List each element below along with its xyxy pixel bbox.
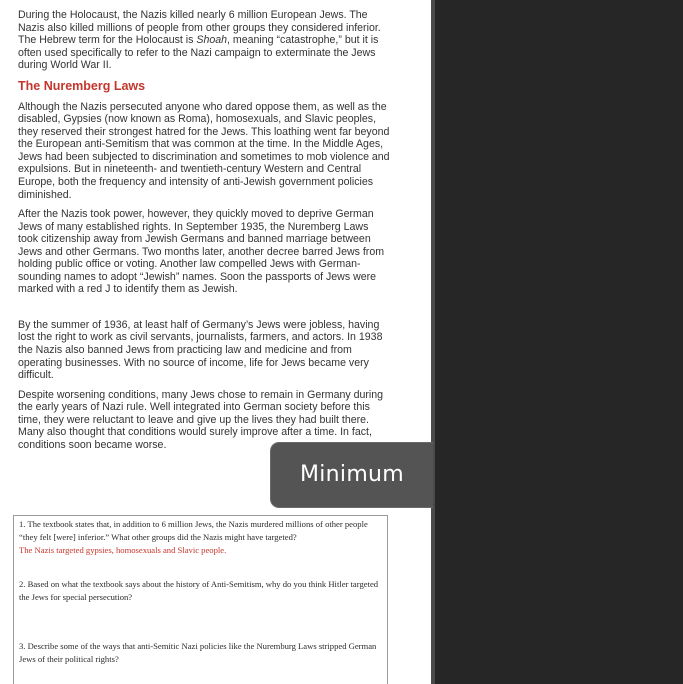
question-1-text: 1. The textbook states that, in addition to 6 million Jews, the Nazis murdered millions of other people “they felt [were] inferior.” What other groups did the Nazis might have targeted? bbox=[19, 519, 368, 542]
intro-paragraph bbox=[18, 9, 390, 72]
paragraph-nuremberg-laws: After the Nazis took power, however, they quickly moved to deprive German Jews of many established rights. In September 1935, the Nuremberg Laws took citizenship away from Jewish Germans and banned marriage between Jews and other Germans. Two months later, another decree barred Jews from holding public office or voting. Another law compelled Jews with German-sounding names to adopt “Jewish” names. Soon the passports of Jews were marked with a red J to identify them as Jewish. bbox=[18, 208, 385, 296]
worksheet-questions bbox=[13, 515, 388, 684]
section-heading: The Nuremberg Laws bbox=[18, 78, 146, 93]
dark-side-panel bbox=[435, 0, 683, 684]
question-3-text: 3. Describe some of the ways that anti-Semitic Nazi policies like the Nuremburg Laws stripped German Jews of their political rights? bbox=[19, 641, 377, 664]
shoah-term: Shoah bbox=[196, 34, 228, 47]
paragraph-remaining: Despite worsening conditions, many Jews chose to remain in Germany during the early years of Nazi rule. Well integrated into German society before this time, they were reluctant to leave and give up the lives they had built there. Many also thought that conditions would surely improve after a time. In fact, conditions soon became worse. bbox=[18, 388, 384, 451]
minimum-button[interactable]: Minimum bbox=[270, 442, 433, 508]
question-3 bbox=[19, 640, 385, 666]
paragraph-gap bbox=[18, 303, 390, 319]
textbook-excerpt bbox=[18, 9, 390, 458]
question-2-text: 2. Based on what the textbook says about the history of Anti-Semitism, why do you think Hitler targeted the Jews for special persecution? bbox=[19, 579, 379, 602]
paragraph-joblessness: By the summer of 1936, at least half of Germany’s Jews were jobless, having lost the right to work as civil servants, journalists, farmers, and actors. In 1938 the Nazis also banned Jews from practicing law and medicine and from operating businesses. With no source of income, life for Jews became very difficult. bbox=[18, 318, 383, 382]
intro-text: During the Holocaust, the Nazis killed nearly 6 million European Jews. The Nazis also killed millions of people from other groups they considered inferior. The Hebrew term for the Holocaust is bbox=[18, 9, 381, 47]
question-1 bbox=[19, 518, 385, 557]
answer-1[interactable]: The Nazis targeted gypsies, homosexuals and Slavic people. bbox=[19, 545, 227, 555]
intro-text-end: , meaning “catastrophe,” but it is often used specifically to refer to the Nazi campaign to exterminate the Jews during World War II. bbox=[18, 34, 379, 72]
question-2 bbox=[19, 578, 385, 604]
paragraph-persecution: Although the Nazis persecuted anyone who dared oppose them, as well as the disabled, Gypsies (now known as Roma), homosexuals, and Slavic peoples, they reserved their strongest hatred for the Jews. This loathing went far beyond the European anti-Semitism that was common at the time. In the Middle Ages, Jews had been subjected to discrimination and sometimes to mob violence and expulsions. But in nineteenth- and twentieth-century Western and Central Europe, both the frequency and intensity of anti-Jewish government policies diminished. bbox=[18, 100, 390, 201]
